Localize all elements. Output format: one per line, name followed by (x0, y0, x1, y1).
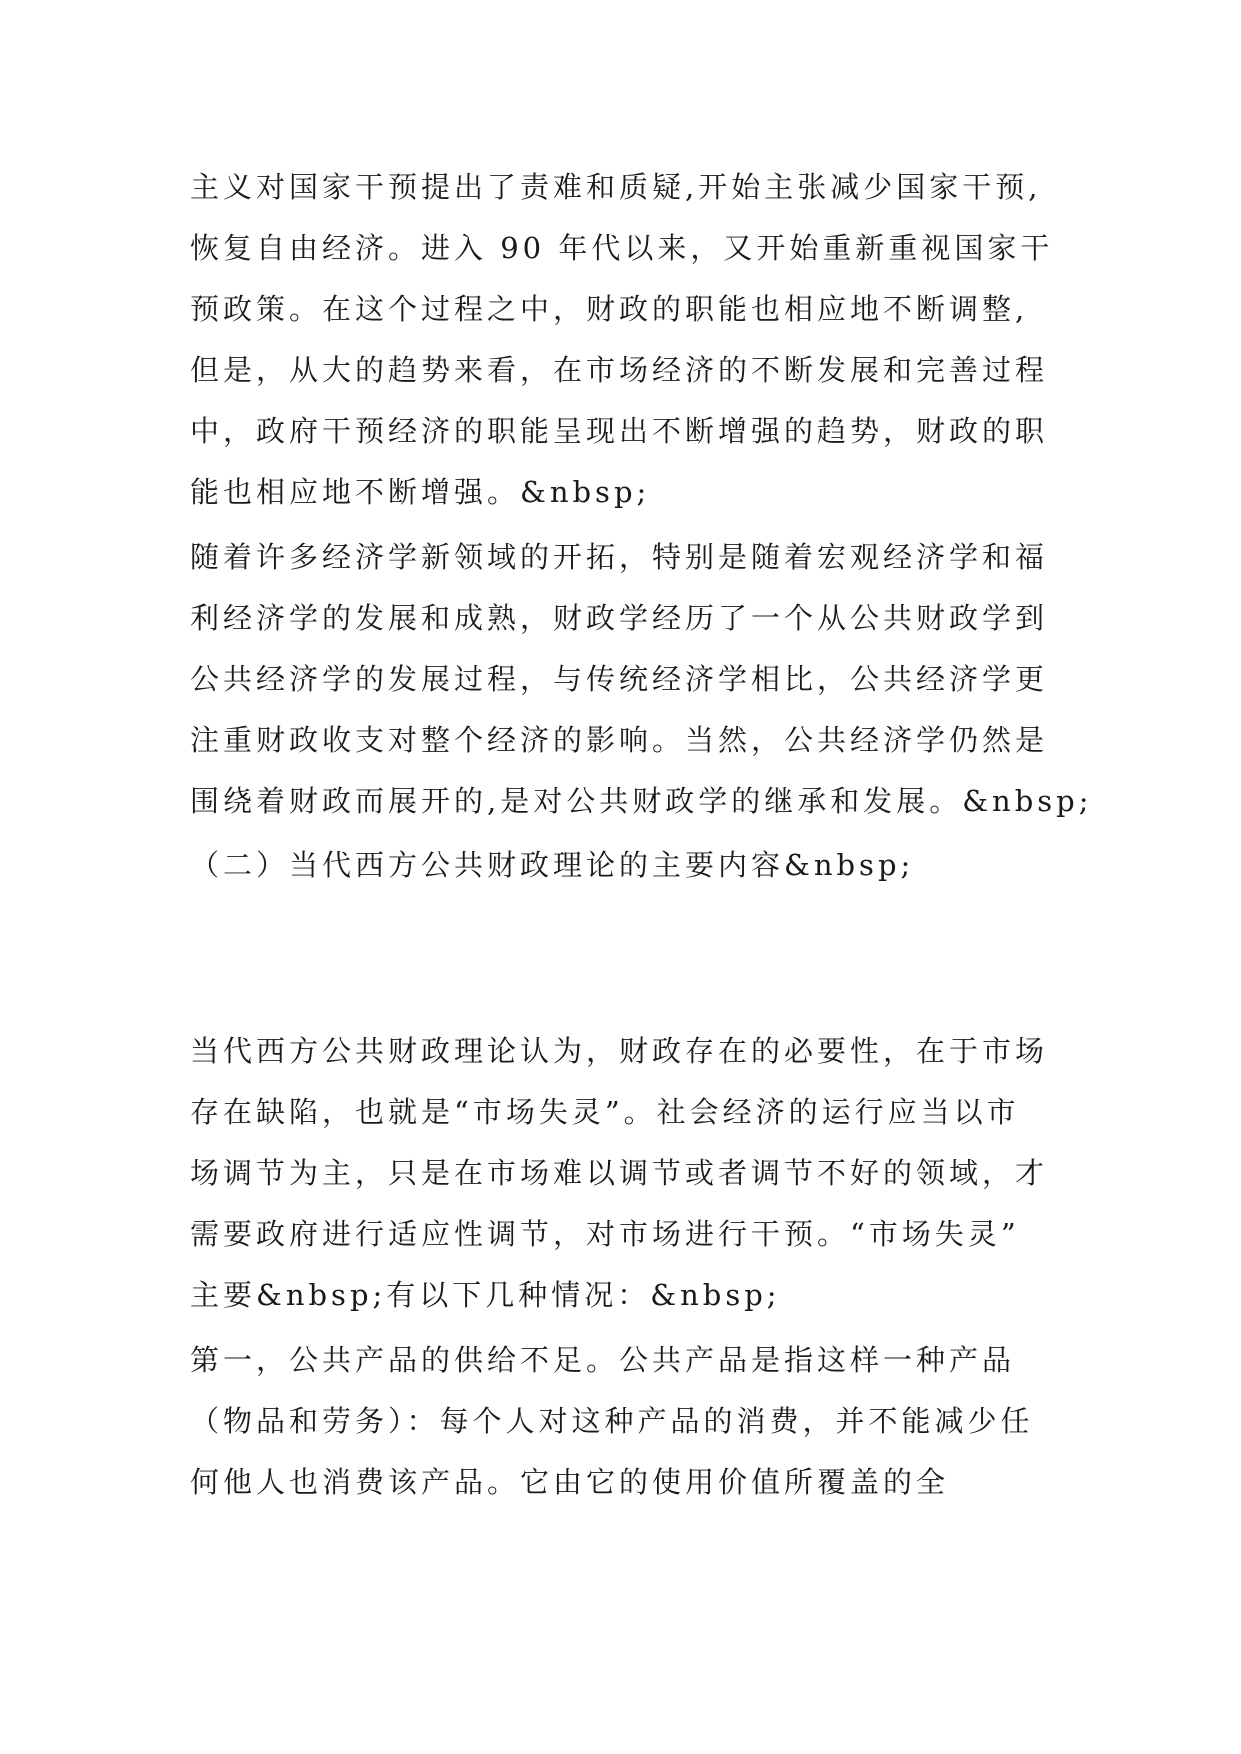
text-line: 何他人也消费该产品。它由它的使用价值所覆盖的全 (190, 1465, 950, 1499)
text-line: 存在缺陷，也就是“市场失灵”。社会经济的运行应当以市 (190, 1095, 1020, 1129)
text-line: 但是，从大的趋势来看，在市场经济的不断发展和完善过程 (190, 353, 1049, 387)
text-line: 能也相应地不断增强。&nbsp; (190, 475, 651, 509)
paragraph-public-goods (190, 1330, 1090, 1513)
text-line: 注重财政收支对整个经济的影响。当然，公共经济学仍然是 (190, 723, 1049, 757)
paragraph-state-intervention (190, 157, 1090, 523)
text-line: （二）当代西方公共财政理论的主要内容&nbsp; (190, 848, 915, 882)
text-line: 利经济学的发展和成熟，财政学经历了一个从公共财政学到 (190, 601, 1049, 635)
paragraph-public-economics (190, 527, 1093, 832)
text-line: 预政策。在这个过程之中，财政的职能也相应地不断调整, (190, 292, 1029, 326)
text-line: 第一，公共产品的供给不足。公共产品是指这样一种产品 (190, 1343, 1016, 1377)
text-line: 需要政府进行适应性调节，对市场进行干预。“市场失灵” (190, 1217, 1020, 1251)
text-line: 随着许多经济学新领域的开拓，特别是随着宏观经济学和福 (190, 540, 1049, 574)
text-line: （物品和劳务）：每个人对这种产品的消费，并不能减少任 (190, 1404, 1034, 1438)
text-line: 围绕着财政而展开的,是对公共财政学的继承和发展。&nbsp; (190, 784, 1093, 818)
text-line: 中，政府干预经济的职能呈现出不断增强的趋势，财政的职 (190, 414, 1049, 448)
section-heading (190, 835, 1090, 896)
text-line: 公共经济学的发展过程，与传统经济学相比，公共经济学更 (190, 662, 1049, 696)
paragraph-market-failure (190, 1021, 1090, 1326)
text-line: 当代西方公共财政理论认为，财政存在的必要性，在于市场 (190, 1034, 1049, 1068)
text-line: 主要&nbsp;有以下几种情况：&nbsp; (190, 1278, 781, 1312)
text-line: 场调节为主，只是在市场难以调节或者调节不好的领域，才 (190, 1156, 1049, 1190)
text-line: 恢复自由经济。进入 90 年代以来，又开始重新重视国家干 (190, 231, 1054, 265)
text-line: 主义对国家干预提出了责难和质疑,开始主张减少国家干预, (190, 170, 1042, 204)
